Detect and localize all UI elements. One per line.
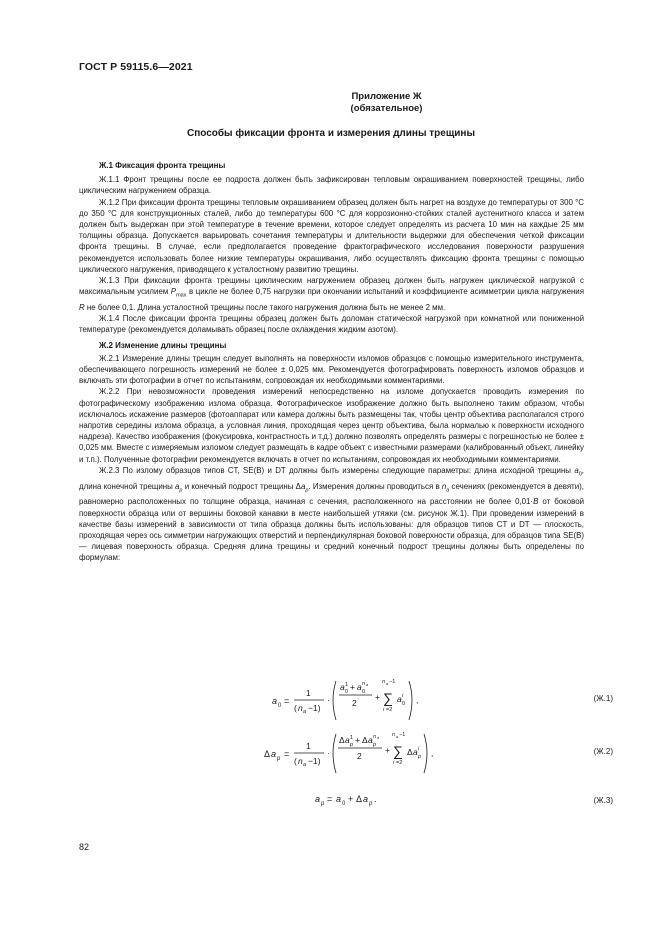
svg-text:a: a <box>397 694 402 704</box>
svg-text:Δ: Δ <box>362 735 368 745</box>
svg-text:a: a <box>357 682 362 692</box>
svg-text:a: a <box>315 794 321 804</box>
section-1-title: Ж.1 Фиксация фронта трещины <box>99 161 226 170</box>
svg-text:a: a <box>377 735 380 740</box>
svg-text:a: a <box>396 734 399 739</box>
svg-text:n: n <box>392 732 396 738</box>
svg-text:p: p <box>350 742 354 748</box>
svg-text:+: + <box>355 735 360 745</box>
svg-text:n: n <box>382 679 386 685</box>
svg-text:+: + <box>385 745 390 755</box>
svg-text:,: , <box>431 748 434 758</box>
svg-text:i: i <box>402 693 404 699</box>
annex-main-title: Способы фиксации фронта и измерения длины трещины <box>186 128 476 139</box>
svg-text:a: a <box>272 696 278 706</box>
svg-text:=: = <box>284 696 290 706</box>
svg-text:p: p <box>369 801 373 807</box>
svg-text:a: a <box>345 735 350 745</box>
svg-text:+: + <box>350 682 355 692</box>
svg-text:+: + <box>375 692 380 702</box>
svg-text:Δ: Δ <box>407 747 413 757</box>
svg-text:.: . <box>374 794 377 804</box>
svg-text:,: , <box>416 695 419 705</box>
svg-text:=: = <box>327 794 333 804</box>
svg-text:1: 1 <box>350 735 354 741</box>
svg-text:p: p <box>277 756 281 762</box>
svg-text:0: 0 <box>278 703 282 709</box>
svg-text:0: 0 <box>362 689 366 695</box>
page-number: 82 <box>79 842 90 852</box>
equation-3-label: (Ж.3) <box>593 796 613 805</box>
svg-text:0: 0 <box>342 801 346 807</box>
svg-text:a: a <box>363 794 369 804</box>
svg-text:p: p <box>373 742 377 748</box>
equation-2 <box>262 728 442 780</box>
svg-text:Δ: Δ <box>264 749 271 759</box>
svg-text:i: i <box>383 707 385 713</box>
svg-text:n: n <box>373 734 377 740</box>
svg-text:0: 0 <box>402 701 406 707</box>
equation-3 <box>313 789 393 811</box>
svg-text:+: + <box>348 794 354 804</box>
svg-text:a: a <box>413 747 418 757</box>
svg-text:∑: ∑ <box>383 690 393 706</box>
svg-text:Δ: Δ <box>339 735 345 745</box>
svg-text:n: n <box>298 703 303 713</box>
svg-text:=: = <box>284 749 290 759</box>
paragraph-2-1: Ж.2.1 Измерение длины трещин следует выполнять на поверхности изломов образцов с помощью измерительного инструмента, обеспечивающего погрешность измерений не более ± 0,025 мм. Рекомендуется фотографировать поверхность изломов образцов и включать эти фотографии в отчет по испытаниям, сопровождая их необходимыми комментариями. <box>79 353 584 386</box>
svg-text:p: p <box>418 754 422 760</box>
paragraph-1-4: Ж.1.4 После фиксации фронта трещины образец должен быть доломан статической нагрузкой при комнатной или пониженной температуре (рекомендуется доламывать образец после охлаждения жидким азотом). <box>79 314 584 335</box>
svg-text:i: i <box>418 746 420 752</box>
svg-text:(: ( <box>294 756 297 766</box>
svg-text:a: a <box>340 682 345 692</box>
svg-text:(: ( <box>294 703 297 713</box>
svg-text:n: n <box>362 681 366 687</box>
svg-text:0: 0 <box>345 689 349 695</box>
svg-text:a: a <box>386 681 389 686</box>
svg-text:1: 1 <box>306 741 311 751</box>
svg-text:·: · <box>327 696 330 705</box>
section-2-title: Ж.2 Изменение длины трещины <box>99 340 227 350</box>
svg-text:−1): −1) <box>308 756 321 766</box>
svg-text:a: a <box>303 762 307 768</box>
svg-text:=2: =2 <box>396 760 403 766</box>
svg-text:p: p <box>321 801 325 807</box>
paragraph-1-3: Ж.1.3 При фиксации фронта трещины циклическим нагружением образец должен быть нагружен циклической нагрузкой с максимальным усилием $P_{max}$ в цикле не более 0,75 нагрузки при окончании испытаний и коэффициенте асимметрии цикла нагружения R не более 0,1. Длина усталостной трещины после такого нагружения должна быть не менее 2 мм. <box>79 276 584 313</box>
equation-2-label: (Ж.2) <box>593 747 613 756</box>
svg-text:a: a <box>368 735 373 745</box>
paragraph-1-1: Ж.1.1 Фронт трещины после ее подроста должен быть зафиксирован тепловым окрашиванием поверхностей трещины, либо циклическим нагружением образца. <box>79 175 584 196</box>
svg-text:−1: −1 <box>389 679 396 685</box>
paragraph-2-3: Ж.2.3 По излому образцов типов CT, SE(B) и DT должны быть измерены следующие параметры: длина исходной трещины $a_0$, длина конечной трещины $a_p$ и конечный подрост трещины $\Delta a_p$. Измерения должны проводиться в $n_a$ сечениях (рекомендуется в девяти), равномерно расположенных по толщине образца, начиная с сечения, расположенного на расстоянии не более 0,01·B от боковой поверхности образца или от вершины боковой канавки в месте наибольшей утяжки (см. рисунок Ж.1). При проведении измерений в качестве базы измерений в зависимости от типа образца должны быть использованы: для образцов типов CT и DT — плоскость, проходящая через ось симметрии нагружающих отверстий и перпендикулярная боковой поверхности образца, для образцов типа SE(B) — лицевая поверхность образца. Средняя длина трещины и средний конечный подрост трещины должны быть определены по формулам: <box>79 465 584 563</box>
svg-text:2: 2 <box>357 751 362 761</box>
svg-text:i: i <box>393 760 395 766</box>
svg-text:a: a <box>366 682 369 687</box>
equation-1-label: (Ж.1) <box>593 694 613 703</box>
svg-text:2: 2 <box>352 698 357 708</box>
paragraph-2-2: Ж.2.2 При невозможности проведения измерений непосредственно на изломе допускается проводить измерения по фотографическому изображению излома образца. Фотографическое изображение должно быть выполнено таким образом, чтобы исключалось искажение размеров (фотоаппарат или камера должны быть размещены так, чтобы центр объектива располагался строго напротив середины излома образца, а условная линия, проходящая через центр объектива, была нормалью к поверхности исходного надреза). Качество изображения (фокусировка, контрастность и т.д.) должно позволять определять размеры с погрешностью не более ± 0,025 мм. Вместе с измеряемым изломом следует размещать в кадре объект с известными размерами (калиброванный объект, линейку и т.п.). Полученные фотографии рекомендуется включать в отчет по испытаниям, сопровождая их необходимыми комментариями. <box>79 387 584 464</box>
equation-1 <box>270 675 430 727</box>
svg-text:Δ: Δ <box>356 794 363 804</box>
annex-status: (обязательное) <box>350 102 423 114</box>
svg-text:−1): −1) <box>308 703 321 713</box>
svg-text:=2: =2 <box>386 707 393 713</box>
svg-text:−1: −1 <box>399 732 406 738</box>
document-body <box>79 160 584 564</box>
paragraph-1-2: Ж.1.2 При фиксации фронта трещины тепловым окрашиванием образец должен быть нагрет на воздухе до температуры от 300 °С до 350 °С для конструкционных сталей, либо до температуры 600 °С для коррозионно-стойких сталей аустенитного класса и затем должен быть выдержан при этой температуре в течение времени, которое следует определять из расчета 10 мин на каждые 25 мм толщины образца. Допускается варьировать сочетания температуры и длительности выдержки для обеспечения четкой фиксации фронта трещины. В случае, если предполагается проведение фрактографического исследования поверхности разрушения рекомендуется использовать более низкие температуры окрашивания, либо осуществлять фиксацию фронта трещины с помощью циклического нагружения, приводящего к усталостному развитию трещины. <box>79 197 584 274</box>
svg-text:a: a <box>303 709 307 715</box>
svg-text:a: a <box>336 794 342 804</box>
annex-heading-block <box>0 91 661 114</box>
svg-text:1: 1 <box>306 688 311 698</box>
standard-designation: ГОСТ Р 59115.6—2021 <box>79 61 193 73</box>
svg-text:1: 1 <box>345 682 349 688</box>
svg-text:·: · <box>327 749 330 758</box>
svg-text:n: n <box>298 756 303 766</box>
svg-text:a: a <box>271 749 277 759</box>
svg-text:∑: ∑ <box>393 743 403 759</box>
annex-title: Приложение Ж <box>351 91 422 102</box>
